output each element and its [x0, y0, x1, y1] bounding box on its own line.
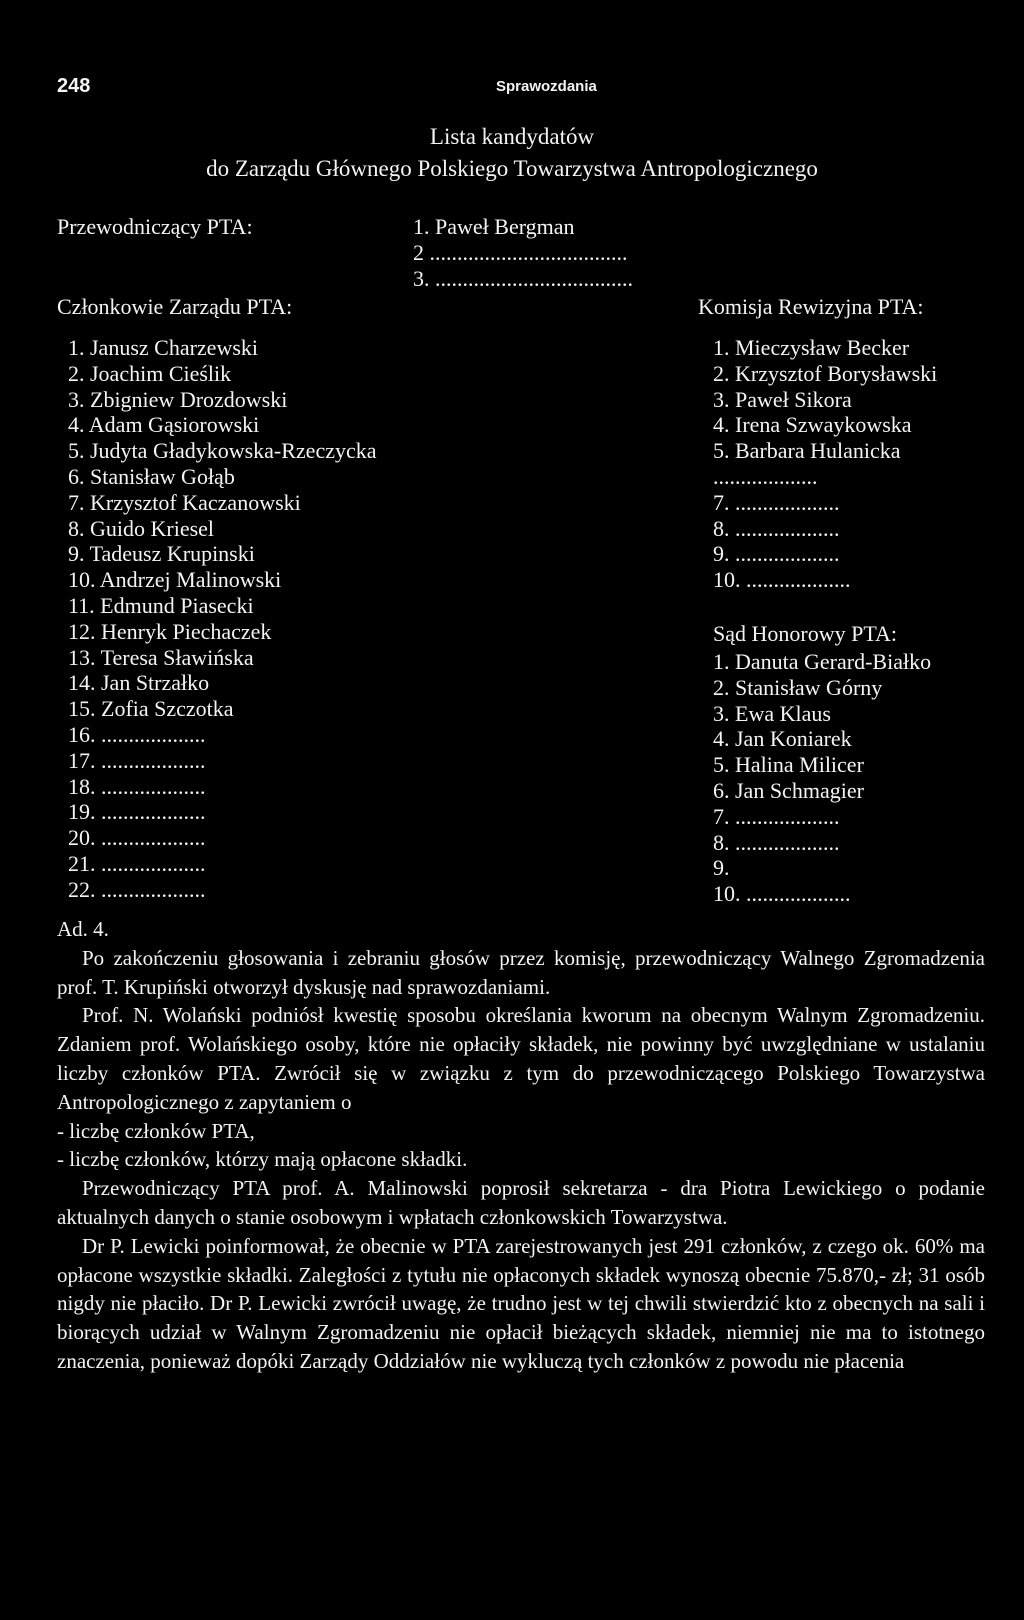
- list-item: 9.: [713, 855, 730, 881]
- list-item: 3. Zbigniew Drozdowski: [68, 386, 288, 412]
- list-item: 7. ...................: [713, 803, 840, 829]
- list-item: 18. ...................: [68, 773, 206, 799]
- list-item: 8. ...................: [713, 515, 840, 541]
- list-item: 20. ...................: [68, 825, 206, 851]
- list-item: 8. ...................: [713, 829, 840, 855]
- list-item: 8. Guido Kriesel: [68, 515, 215, 541]
- audit-label: Komisja Rewizyjna PTA:: [698, 294, 924, 319]
- list-item: 1. Danuta Gerard-Białko: [713, 649, 932, 674]
- list-item: 5. Judyta Gładykowska-Rzeczycka: [68, 438, 377, 464]
- page-number: 248: [57, 75, 91, 97]
- list-item: 21. ...................: [68, 850, 206, 876]
- list-item: 12. Henryk Piechaczek: [68, 618, 272, 644]
- list-item: 19. ...................: [68, 799, 206, 825]
- list-item: 1. Paweł Bergman: [413, 214, 575, 239]
- list-item: 6. Stanisław Gołąb: [68, 463, 235, 489]
- paragraph: - liczbę członków PTA,: [57, 1118, 255, 1143]
- list-item: 4. Jan Koniarek: [713, 726, 852, 752]
- paragraph: Prof. N. Wolański podniósł kwestię sposobu określania kworum na obecnym Walnym Zgromadzeniu. Zdaniem prof. Wolańskiego osoby, które nie opłaciły składek, nie powinny być uwzględniane w ustalaniu liczby członków PTA. Zwrócił się w związku z tym do przewodniczącego Polskiego Towarzystwa Antropologicznego z zapytaniem o: [57, 1003, 985, 1114]
- list-item: 2 ....................................: [413, 239, 628, 265]
- list-item: 16. ...................: [68, 721, 206, 747]
- list-item: 13. Teresa Sławińska: [68, 644, 254, 670]
- court-list: [713, 649, 931, 907]
- paragraph: Przewodniczący PTA prof. A. Malinowski poprosił sekretarza - dra Piotra Lewickiego o podanie aktualnych danych o stanie osobowym i wpłatach członkowskich Towarzystwa.: [57, 1176, 985, 1229]
- document-title-line1: Lista kandydatów: [429, 124, 595, 149]
- document-title-line2: do Zarządu Głównego Polskiego Towarzystwa Antropologicznego: [206, 156, 818, 181]
- list-item: 3. Paweł Sikora: [713, 386, 852, 412]
- chairman-list: [413, 214, 633, 291]
- list-item: 2. Stanisław Górny: [713, 674, 883, 700]
- board-list: [68, 335, 377, 903]
- list-item: 5. Barbara Hulanicka: [713, 438, 901, 464]
- list-item: 1. Janusz Charzewski: [68, 335, 259, 360]
- list-item: 7. ...................: [713, 489, 840, 515]
- list-item: 1. Mieczysław Becker: [713, 335, 910, 360]
- list-item: 6. Jan Schmagier: [713, 777, 864, 803]
- report-body: [57, 915, 985, 1376]
- list-item: 4. Irena Szwaykowska: [713, 412, 912, 438]
- list-item: 2. Krzysztof Borysławski: [713, 360, 938, 386]
- list-item: 22. ...................: [68, 876, 206, 902]
- list-item: 10. ...................: [713, 567, 851, 593]
- list-item: 10. Andrzej Malinowski: [68, 567, 282, 593]
- list-item: 14. Jan Strzałko: [68, 670, 210, 696]
- list-item: 2. Joachim Cieślik: [68, 360, 232, 386]
- chairman-label: Przewodniczący PTA:: [57, 214, 253, 239]
- paragraph: - liczbę członków, którzy mają opłacone składki.: [57, 1147, 468, 1172]
- paragraph: Po zakończeniu głosowania i zebraniu głosów przez komisję, przewodniczący Walnego Zgromadzenia prof. T. Krupiński otworzył dyskusję nad sprawozdaniami.: [57, 945, 985, 999]
- list-item: 3. Ewa Klaus: [713, 700, 831, 726]
- list-item: 15. Zofia Szczotka: [68, 696, 234, 722]
- list-item: 17. ...................: [68, 747, 206, 773]
- audit-list: [713, 335, 937, 593]
- court-label: Sąd Honorowy PTA:: [713, 621, 898, 646]
- section-title: Sprawozdania: [496, 78, 597, 95]
- list-item: 11. Edmund Piasecki: [68, 592, 254, 618]
- list-item: ...................: [713, 463, 818, 489]
- board-label: Członkowie Zarządu PTA:: [57, 294, 293, 319]
- list-item: 4. Adam Gąsiorowski: [68, 412, 260, 438]
- list-item: 5. Halina Milicer: [713, 752, 864, 778]
- list-item: 3. ....................................: [413, 265, 633, 291]
- list-item: 9. Tadeusz Krupinski: [68, 541, 255, 567]
- list-item: 7. Krzysztof Kaczanowski: [68, 489, 301, 515]
- list-item: 9. ...................: [713, 541, 840, 567]
- section-heading: Ad. 4.: [57, 917, 109, 941]
- paragraph: Dr P. Lewicki poinformował, że obecnie w PTA zarejestrowanych jest 291 członków, z czego ok. 60% ma opłacone wszystkie składki. Zaległości z tytułu nie opłaconych składek wynoszą obecnie 75.870,- zł; 31 osób nigdy nie płaciło. Dr P. Lewicki zwrócił uwagę, że trudno jest w tej chwili stwierdzić kto z obecnych na sali i biorących udział w Walnym Zgromadzeniu nie opłacił bieżących składek, niemniej nie ma to istotnego znaczenia, ponieważ dopóki Zarządy Oddziałów nie wykluczą tych członków z powodu nie płacenia: [57, 1233, 985, 1373]
- list-item: 10. ...................: [713, 881, 851, 907]
